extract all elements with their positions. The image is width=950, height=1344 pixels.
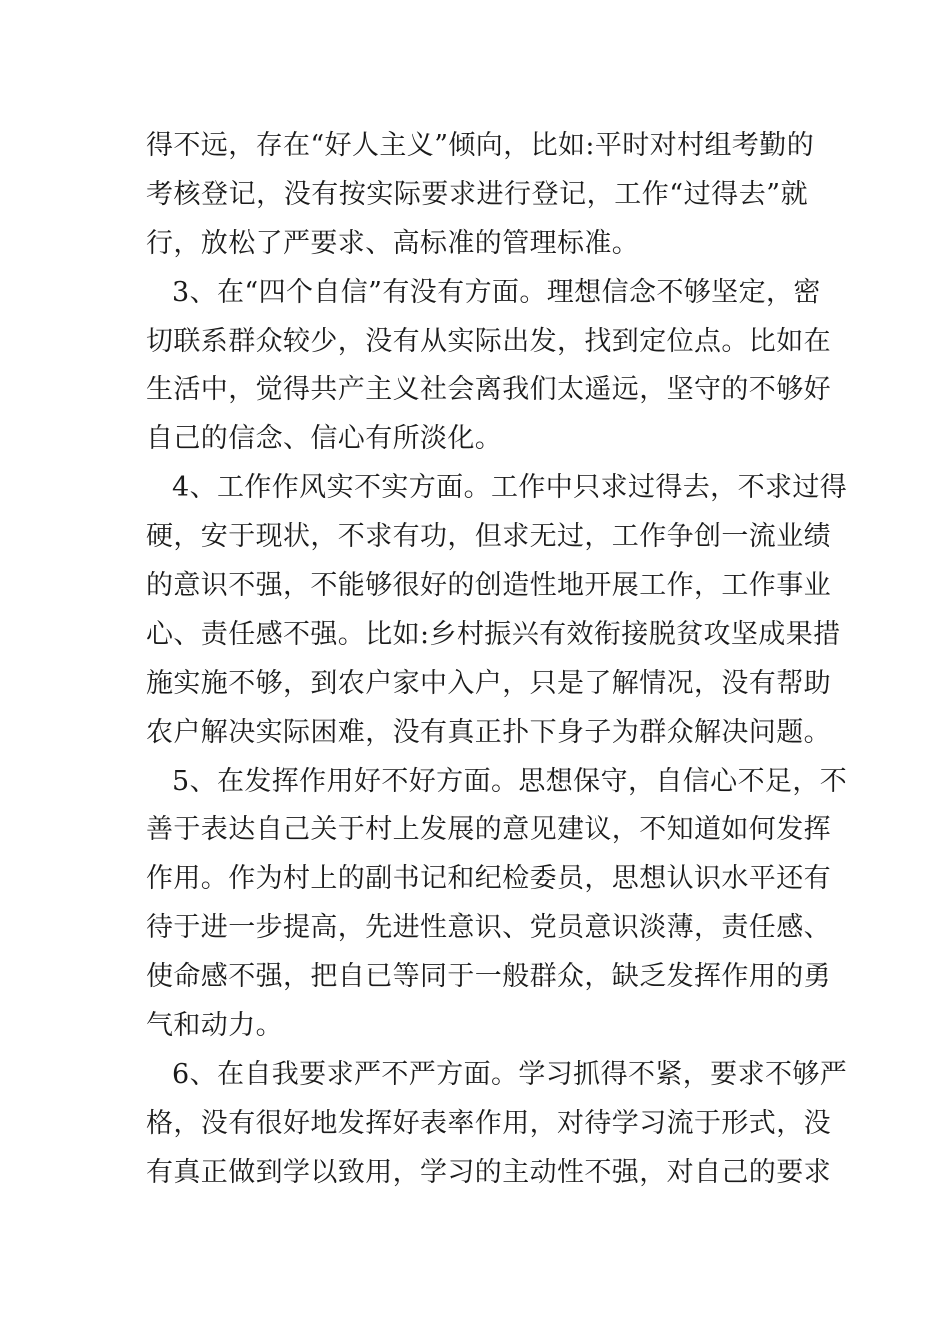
text-line: 生活中，觉得共产主义社会离我们太遥远，坚守的不够好 — [146, 374, 831, 406]
text-line: 施实施不够，到农户家中入户，只是了解情况，没有帮助 — [146, 667, 831, 699]
text-line: 农户解决实际困难，没有真正扑下身子为群众解决问题。 — [146, 716, 831, 748]
text-line: 考核登记，没有按实际要求进行登记，工作“过得去”就 — [146, 178, 808, 210]
text-line: 使命感不强，把自已等同于一般群众，缺乏发挥作用的勇 — [146, 961, 831, 993]
paragraph-4-first-line: 4、工作作风实不实方面。工作中只求过得去，不求过得 — [172, 472, 848, 504]
text-line: 的意识不强，不能够很好的创造性地开展工作，工作事业 — [146, 570, 831, 602]
text-line: 有真正做到学以致用，学习的主动性不强，对自己的要求 — [146, 1156, 831, 1188]
text-line: 格，没有很好地发挥好表率作用，对待学习流于形式，没 — [146, 1107, 831, 1139]
text-line: 自己的信念、信心有所淡化。 — [146, 423, 503, 455]
text-line: 善于表达自己关于村上发展的意见建议，不知道如何发挥 — [146, 814, 831, 846]
document-body-text — [146, 122, 848, 1198]
paragraph-5-first-line: 5、在发挥作用好不好方面。思想保守，自信心不足，不 — [172, 765, 848, 797]
text-line: 切联系群众较少，没有从实际出发，找到定位点。比如在 — [146, 325, 831, 357]
text-line: 心、责任感不强。比如:乡村振兴有效衔接脱贫攻坚成果措 — [146, 618, 841, 650]
text-line: 作用。作为村上的副书记和纪检委员，思想认识水平还有 — [146, 863, 831, 895]
text-line: 气和动力。 — [146, 1010, 283, 1042]
text-line: 得不远，存在“好人主义”倾向，比如:平时对村组考勤的 — [146, 130, 815, 161]
paragraph-3-first-line: 3、在“四个自信”有没有方面。理想信念不够坚定，密 — [172, 276, 821, 308]
text-line: 行，放松了严要求、高标准的管理标准。 — [146, 227, 640, 259]
text-line: 待于进一步提高，先进性意识、党员意识淡薄，责任感、 — [146, 912, 831, 944]
paragraph-6-first-line: 6、在自我要求严不严方面。学习抓得不紧，要求不够严 — [172, 1058, 848, 1090]
text-line: 硬，安于现状，不求有功，但求无过，工作争创一流业绩 — [146, 521, 831, 553]
